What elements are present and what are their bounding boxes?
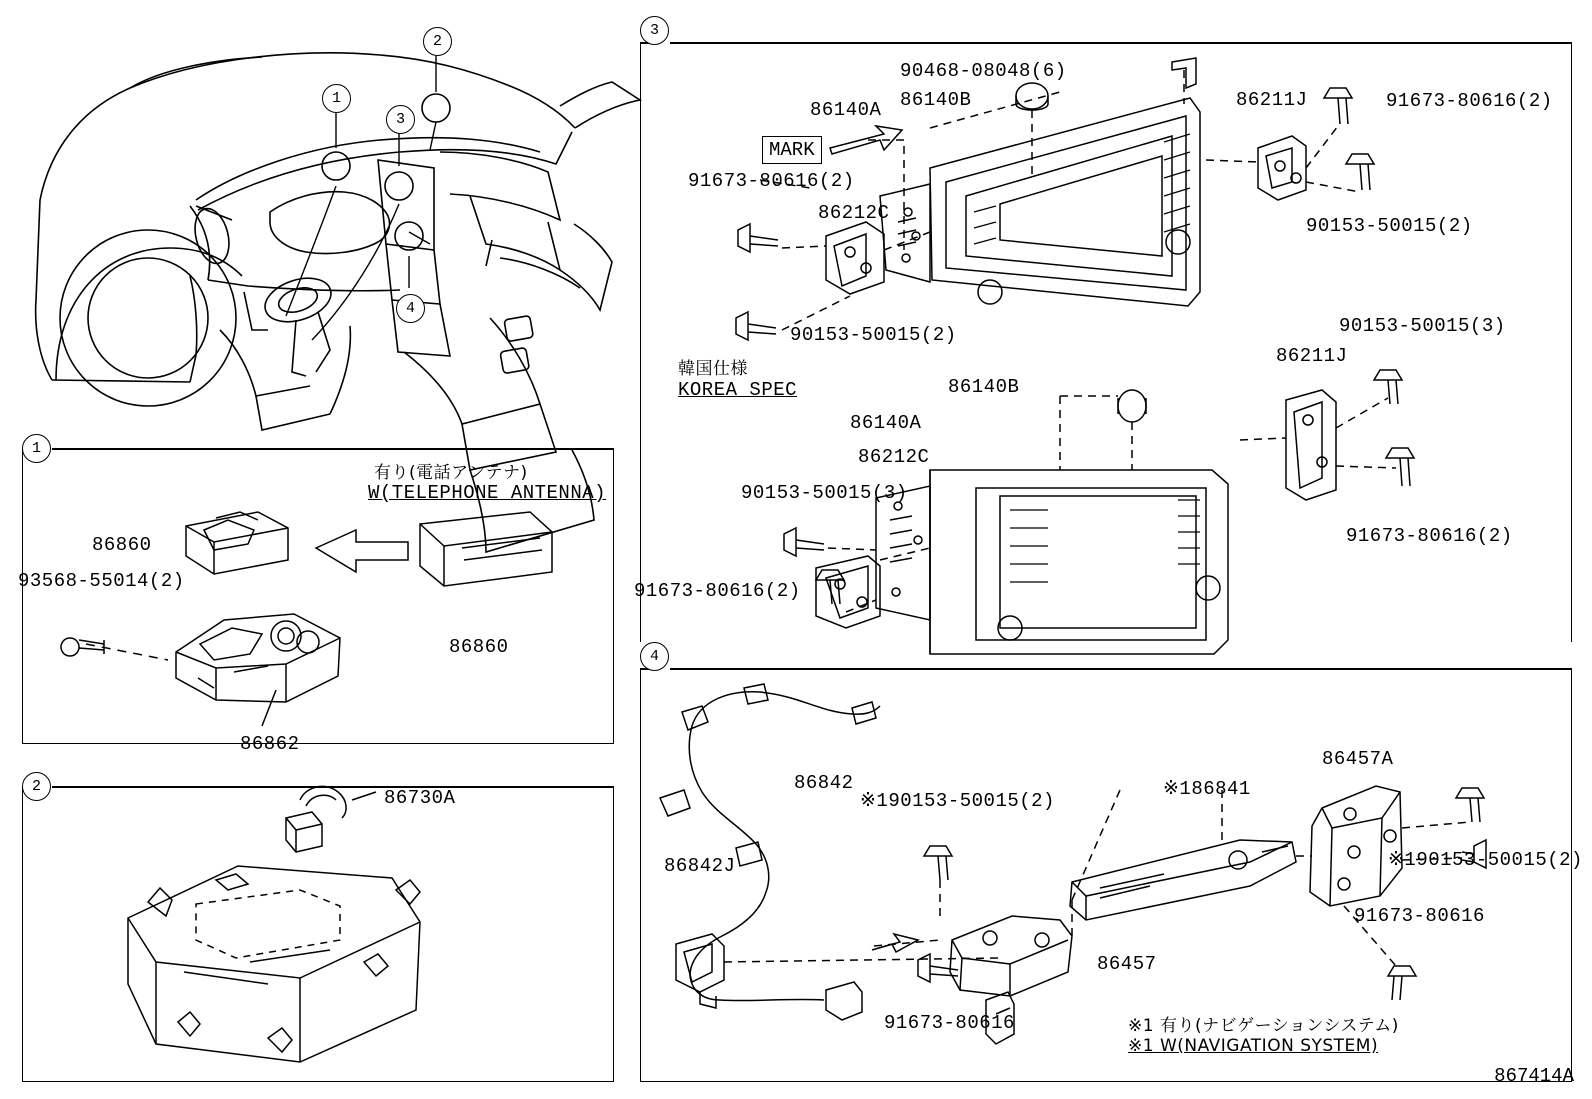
mark-box: MARK — [762, 136, 822, 164]
part-label-91673-80616-lower-right: 91673-80616(2) — [1346, 525, 1513, 547]
callout-4[interactable]: 4 — [396, 294, 425, 323]
section-4-frame — [640, 668, 1572, 1082]
part-label-91673-80616-lower-left: 91673-80616(2) — [634, 580, 801, 602]
part-label-86457A: 86457A — [1322, 748, 1394, 770]
part-label-86211J-upper: 86211J — [1236, 89, 1308, 111]
part-label-90153-50015-upper-right: 90153-50015(2) — [1306, 215, 1473, 237]
part-label-note1-90153-50015: ※190153-50015(2) — [860, 790, 1055, 812]
section-3-frame-top-right — [670, 42, 1572, 44]
part-label-90153-50015-upper-left: 90153-50015(2) — [790, 324, 957, 346]
part-label-86842J: 86842J — [664, 855, 736, 877]
section-badge-4: 4 — [640, 642, 669, 671]
part-label-86730A: 86730A — [384, 787, 456, 809]
korea-spec-en: KOREA SPEC — [678, 379, 798, 401]
nav-note-jp: ※1 有り(ナビゲーションシステム) — [1128, 1016, 1399, 1036]
section-badge-1: 1 — [22, 434, 51, 463]
part-label-note1-90153-50015-right: ※190153-50015(2) — [1388, 849, 1583, 871]
part-label-86140A-upper: 86140A — [810, 99, 882, 121]
diagram-code: 867414A — [1494, 1065, 1574, 1087]
part-label-91673-80616-bottom: 91673-80616 — [884, 1012, 1015, 1034]
part-label-86140A-lower: 86140A — [850, 412, 922, 434]
part-label-86842: 86842 — [794, 772, 854, 794]
part-label-93568-55014: 93568-55014(2) — [18, 570, 185, 592]
callout-3[interactable]: 3 — [386, 105, 415, 134]
part-label-86212C-lower: 86212C — [858, 446, 930, 468]
section-badge-3: 3 — [640, 16, 669, 45]
section1-title-en: W(TELEPHONE ANTENNA) — [368, 482, 607, 504]
nav-note-en: ※1 W(NAVIGATION SYSTEM) — [1128, 1036, 1379, 1056]
part-label-90468-08048: 90468-08048(6) — [900, 60, 1067, 82]
part-label-note1-86841: ※186841 — [1163, 778, 1251, 800]
part-label-86211J-lower: 86211J — [1276, 345, 1348, 367]
part-label-86140B-lower: 86140B — [948, 376, 1020, 398]
section-2-frame — [22, 786, 614, 1082]
part-label-91673-80616-upper-left: 91673-80616(2) — [688, 170, 855, 192]
part-label-86457: 86457 — [1097, 953, 1157, 975]
part-label-86862: 86862 — [240, 733, 300, 755]
part-label-90153-50015-lower-left: 90153-50015(3) — [741, 482, 908, 504]
part-label-91673-80616-right: 91673-80616 — [1354, 905, 1485, 927]
section-1-frame-top-right — [52, 448, 614, 450]
section-4-frame-top-right — [670, 668, 1572, 670]
callout-1[interactable]: 1 — [322, 84, 351, 113]
part-label-86140B-upper: 86140B — [900, 89, 972, 111]
callout-2[interactable]: 2 — [423, 27, 452, 56]
part-label-91673-80616-upper-right: 91673-80616(2) — [1386, 90, 1553, 112]
section-badge-2: 2 — [22, 772, 51, 801]
part-label-86860-top: 86860 — [92, 534, 152, 556]
korea-spec-jp: 韓国仕様 — [678, 359, 748, 379]
part-label-86860-right: 86860 — [449, 636, 509, 658]
section-2-frame-top-right — [52, 786, 614, 788]
section-3-frame — [640, 42, 1572, 642]
part-label-86212C-upper: 86212C — [818, 202, 890, 224]
section1-title-jp: 有り(電話アンテナ) — [374, 463, 528, 483]
part-label-90153-50015-lower-right: 90153-50015(3) — [1339, 315, 1506, 337]
